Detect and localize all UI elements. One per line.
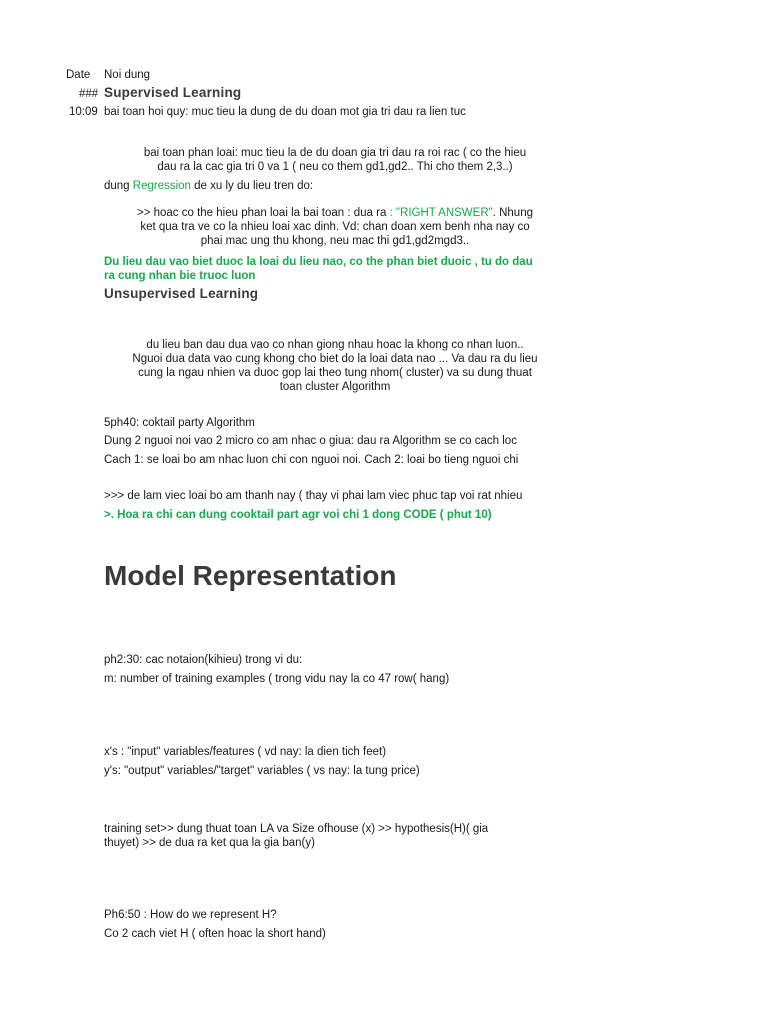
classification-line-2: dau ra la cac gia tri 0 va 1 ( neu co them gd1,gd2.. Thi cho them 2,3..) <box>157 161 513 173</box>
right-answer-line-2: ket qua tra ve co la nhieu loai xac dinh. Vd: chan doan xem benh nha nay co <box>140 221 530 233</box>
right-answer-suffix: . Nhung <box>492 207 533 219</box>
right-answer-prefix: >> hoac co the hieu phan loai la bai toan : dua ra <box>136 207 390 219</box>
two-ways-line: Co 2 cach viet H ( often hoac la short hand) <box>104 928 326 940</box>
unsupervised-line-2: Nguoi dua data vao cung khong cho biet do la loai data nao ... Va dau ra du lieu <box>132 353 538 365</box>
heading-marker: ### <box>79 88 99 100</box>
classification-line-1: bai toan phan loai: muc tieu la de du doan gia tri dau ra roi rac ( co the hieu <box>143 147 527 159</box>
notation-line: ph2:30: cac notaion(kihieu) trong vi du: <box>104 654 303 666</box>
date-column-header: Date <box>66 69 91 81</box>
training-set-line-2: thuyet) >> de dua ra ket qua la gia ban(y) <box>104 837 315 849</box>
labeled-data-note <box>104 255 533 283</box>
model-representation-title: Model Representation <box>104 560 397 591</box>
unsupervised-line-4: toan cluster Algorithm <box>279 381 391 393</box>
represent-h-question: Ph6:50 : How do we represent H? <box>104 909 277 921</box>
right-answer-line-3: phai mac ung thu khong, neu mac thi gd1,gd2mgd3.. <box>200 235 470 247</box>
cocktail-party-line: 5ph40: coktail party Algorithm <box>104 417 255 429</box>
unsupervised-paragraph <box>104 338 566 394</box>
regression-usage-suffix: de xu ly du lieu tren do: <box>190 180 314 192</box>
labeled-data-note-line-1: Du lieu dau vao biet duoc la loai du lieu nao, co the phan biet duoic , tu do dau <box>104 256 533 268</box>
supervised-learning-heading: Supervised Learning <box>104 85 242 100</box>
training-set-line-1: training set>> dung thuat toan LA va Size ofhouse (x) >> hypothesis(H)( gia <box>104 823 489 835</box>
content-column-header: Noi dung <box>104 69 151 81</box>
timestamp: 10:09 <box>69 106 98 118</box>
two-methods-line: Cach 1: se loai bo am nhac luon chi con nguoi noi. Cach 2: loai bo tieng nguoi chi <box>104 454 519 466</box>
noise-removal-line: >>> de lam viec loai bo am thanh nay ( thay vi phai lam viec phuc tap voi rat nhieu <box>104 490 523 502</box>
right-answer-keyword: : "RIGHT ANSWER" <box>389 207 493 219</box>
right-answer-line-1 <box>104 206 566 220</box>
two-microphone-line: Dung 2 nguoi noi vao 2 micro co am nhac o giua: dau ra Algorithm se co cach loc <box>104 435 517 447</box>
unsupervised-line-3: cung la ngau nhien va duoc gop lai theo tung nhom( cluster) va su dung thuat <box>138 367 532 379</box>
right-answer-paragraph <box>104 206 566 248</box>
training-examples-line: m: number of training examples ( trong vidu nay la co 47 row( hang) <box>104 673 450 685</box>
classification-paragraph <box>104 146 566 174</box>
one-line-code-note: >. Hoa ra chi can dung cooktail part agr voi chi 1 dong CODE ( phut 10) <box>104 509 492 521</box>
unsupervised-learning-heading: Unsupervised Learning <box>104 286 259 301</box>
regression-usage-prefix: dung <box>104 180 133 192</box>
unsupervised-line-1: du lieu ban dau dua vao co nhan giong nhau hoac la khong co nhan luon.. <box>146 339 524 351</box>
output-variables-line: y's: "output" variables/"target" variables ( vs nay: la tung price) <box>104 765 420 777</box>
input-variables-line: x's : "input" variables/features ( vd nay: la dien tich feet) <box>104 746 387 758</box>
regression-definition: bai toan hoi quy: muc tieu la dung de du doan mot gia tri dau ra lien tuc <box>104 106 466 118</box>
regression-keyword: Regression <box>132 180 191 192</box>
labeled-data-note-line-2: ra cung nhan bie truoc luon <box>104 270 256 282</box>
regression-usage-line <box>104 179 313 193</box>
